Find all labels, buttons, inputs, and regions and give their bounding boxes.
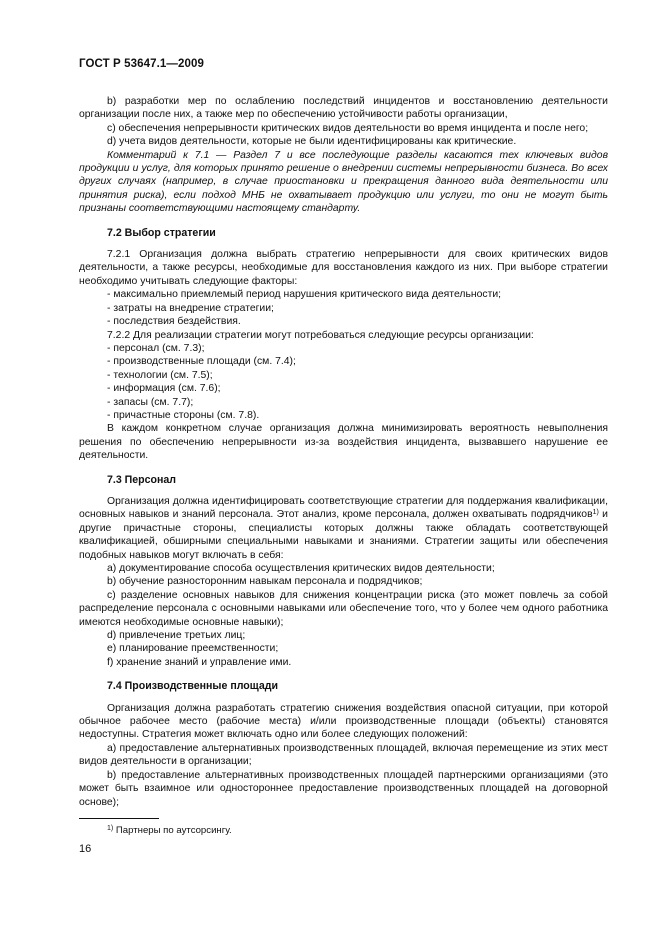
comment-7-1: Комментарий к 7.1 — Раздел 7 и все последующие разделы касаются тех ключевых видов продукции и услуг, для которых принято решение о внедрении системы непрерывности бизнеса. Во всех других случаях (например, в случае приостановки и прекращения данного вида деятельности или принятия риска), если подход МНБ не охватывает продукцию или услуги, то они не могут быть признаны соответствующими настоящему стандарту. xyxy=(79,149,608,215)
footnote xyxy=(107,825,232,836)
factor-item: - затраты на внедрение стратегии; xyxy=(107,302,274,314)
list-item-a: a) документирование способа осуществления критических видов деятельности; xyxy=(107,563,495,574)
resource-item: - запасы (см. 7.7); xyxy=(107,396,194,408)
footnote-text: Партнеры по аутсорсингу. xyxy=(115,825,232,836)
resource-item: - причастные стороны (см. 7.8). xyxy=(107,409,260,421)
footnote-mark: 1) xyxy=(107,825,114,832)
section-heading-7-2: 7.2 Выбор стратегии xyxy=(107,226,216,239)
list-item-b: b) предоставление альтернативных производственных площадей партнерскими организациями (это может быть взаимное или одностороннее предоставление производственных площадей на договорной основе); xyxy=(79,769,608,808)
section-heading-7-4: 7.4 Производственные площади xyxy=(107,680,278,693)
paragraph-minimize-risk: В каждом конкретном случае организация должна минимизировать вероятность невыполнения решения по обеспечению непрерывности из-за воздействия инцидента, вызвавшего нарушение ее деятельности. xyxy=(79,423,608,462)
footnote-ref: 1) xyxy=(592,509,599,517)
list-item-a: a) предоставление альтернативных производственных площадей, включая перемещение из этих мест видов деятельности в организации; xyxy=(79,742,608,768)
paragraph-7-3-part-1: Организация должна идентифицировать соответствующие стратегии для поддержания квалификации, основных навыков и знаний персонала. Этот анализ, кроме персонала, должен охватывать подрядчиков xyxy=(79,495,608,521)
list-item-b: b) обучение разносторонним навыкам персонала и подрядчиков; xyxy=(107,576,423,588)
document-header: ГОСТ Р 53647.1—2009 xyxy=(79,58,204,70)
document-body xyxy=(79,95,608,809)
page-number: 16 xyxy=(79,843,92,855)
paragraph-7-2-2: 7.2.2 Для реализации стратегии могут потребоваться следующие ресурсы организации: xyxy=(107,329,534,341)
paragraph-7-3 xyxy=(79,495,608,562)
list-item-b: b) разработки мер по ослаблению последствий инцидентов и восстановлению деятельности организации после них, а также мер по обеспечению устойчивости работы организации, xyxy=(79,96,608,121)
list-item-f: f) хранение знаний и управление ими. xyxy=(107,656,292,668)
resource-item: - персонал (см. 7.3); xyxy=(107,342,205,354)
paragraph-7-4: Организация должна разработать стратегию снижения воздействия опасной ситуации, при которой обычное рабочее место (рабочие места) и/или производственные площади (объекты) становятся недоступны. Стратегия может включать одно или более следующих положений: xyxy=(79,702,608,741)
list-item-d: d) учета видов деятельности, которые не были идентифицированы как критические. xyxy=(107,136,517,148)
list-item-c: c) обеспечения непрерывности критических видов деятельности во время инцидента и после него; xyxy=(107,122,589,134)
factor-item: - последствия бездействия. xyxy=(107,316,241,328)
paragraph-7-3-part-2: и другие причастные стороны, специалисты которых должны также обладать соответствующей квалификацией, обширными специальными навыками и знаниями. Стратегии защиты или обеспечения подобных навыков могут включать в себя: xyxy=(79,509,608,561)
section-heading-7-3: 7.3 Персонал xyxy=(107,473,177,486)
resource-item: - технологии (см. 7.5); xyxy=(107,369,213,381)
list-item-e: e) планирование преемственности; xyxy=(107,643,279,655)
resource-item: - производственные площади (см. 7.4); xyxy=(107,356,296,368)
list-item-d: d) привлечение третьих лиц; xyxy=(107,630,246,642)
footnote-divider xyxy=(79,818,159,819)
paragraph-7-2-1: 7.2.1 Организация должна выбрать стратегию непрерывности для своих критических видов деятельности, а также ресурсы, необходимые для восстановления каждого из них. При выборе стратегии необходимо учитывать следующие факторы: xyxy=(79,249,608,287)
factor-item: - максимально приемлемый период нарушения критического вида деятельности; xyxy=(107,289,502,301)
list-item-c: c) разделение основных навыков для снижения концентрации риска (это может повлечь за собой распределение персонала с основными навыками или обеспечение того, что у более чем одного работника имеются необходимые основные навыки); xyxy=(79,589,608,628)
resource-item: - информация (см. 7.6); xyxy=(107,383,221,395)
